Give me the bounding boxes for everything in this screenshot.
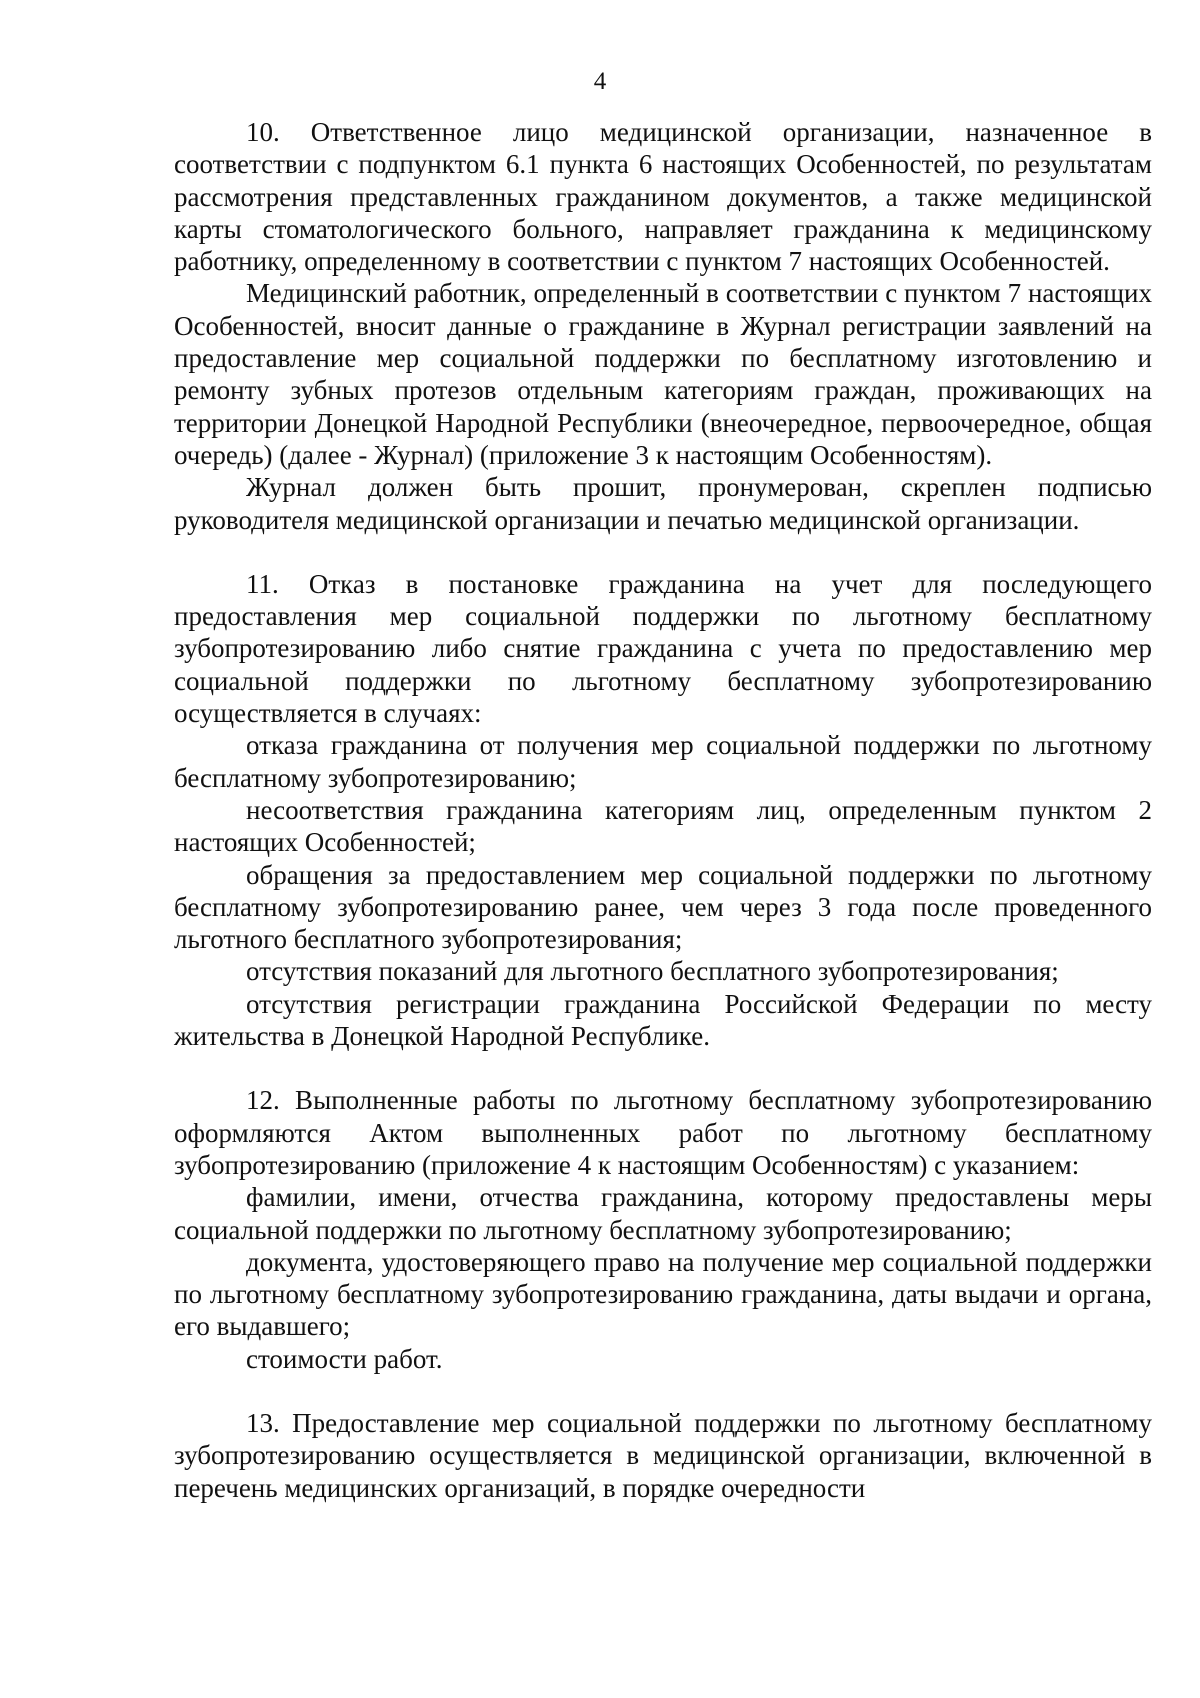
paragraph-11-case-3: обращения за предоставлением мер социальной поддержки по льготному бесплатному зубопротезированию ранее, чем через 3 года после проведенного льготного бесплатного зубопротезирования; (174, 859, 1152, 955)
paragraph-10: 10. Ответственное лицо медицинской организации, назначенное в соответствии с подпунктом 6.1 пункта 6 настоящих Особенностей, по результатам рассмотрения представленных гражданином документов, а также медицинской карты стоматологического больного, направляет гражданина к медицинскому работнику, определенному в соответствии с пунктом 7 настоящих Особенностей. (174, 117, 1152, 277)
paragraph-11-case-1: отказа гражданина от получения мер социальной поддержки по льготному бесплатному зубопротезированию; (174, 730, 1152, 793)
paragraph-11: 11. Отказ в постановке гражданина на учет для последующего предоставления мер социальной поддержки по льготному бесплатному зубопротезированию либо снятие гражданина с учета по предоставлению мер социальной поддержки по льготному бесплатному зубопротезированию осуществляется в случаях: (174, 568, 1152, 729)
paragraph-11-case-4: отсутствия показаний для льготного бесплатного зубопротезирования; (246, 956, 1059, 987)
paragraph-11-case-2: несоответствия гражданина категориям лиц, определенным пунктом 2 настоящих Особенностей; (174, 794, 1152, 858)
paragraph-12: 12. Выполненные работы по льготному бесплатному зубопротезированию оформляются Актом выполненных работ по льготному бесплатному зубопротезированию (приложение 4 к настоящим Особенностям) с указанием: (174, 1085, 1152, 1180)
paragraph-13: 13. Предоставление мер социальной поддержки по льготному бесплатному зубопротезированию осуществляется в медицинской организации, включенной в перечень медицинских организаций, в порядке очередности (174, 1407, 1152, 1503)
paragraph-11-case-5: отсутствия регистрации гражданина Российской Федерации по месту жительства в Донецкой Народной Республике. (174, 988, 1152, 1052)
paragraph-12-item-3: стоимости работ. (246, 1343, 443, 1374)
document-body (174, 116, 1152, 1504)
paragraph-12-item-1: фамилии, имени, отчества гражданина, которому предоставлены меры социальной поддержки по льготному бесплатному зубопротезированию; (174, 1182, 1152, 1245)
paragraph-10-journal-requirements: Журнал должен быть прошит, пронумерован, скреплен подписью руководителя медицинской организации и печатью медицинской организации. (174, 472, 1152, 535)
paragraph-12-item-2: документа, удостоверяющего право на получение мер социальной поддержки по льготному бесплатному зубопротезированию гражданина, даты выдачи и органа, его выдавшего; (174, 1246, 1152, 1342)
paragraph-10-journal-entry: Медицинский работник, определенный в соответствии с пунктом 7 настоящих Особенностей, вносит данные о гражданине в Журнал регистрации заявлений на предоставление мер социальной поддержки по бесплатному изготовлению и ремонту зубных протезов отдельным категориям граждан, проживающих на территории Донецкой Народной Республики (внеочередное, первоочередное, общая очередь) (далее - Журнал) (приложение 3 к настоящим Особенностям). (174, 278, 1152, 470)
page-number: 4 (593, 68, 607, 95)
